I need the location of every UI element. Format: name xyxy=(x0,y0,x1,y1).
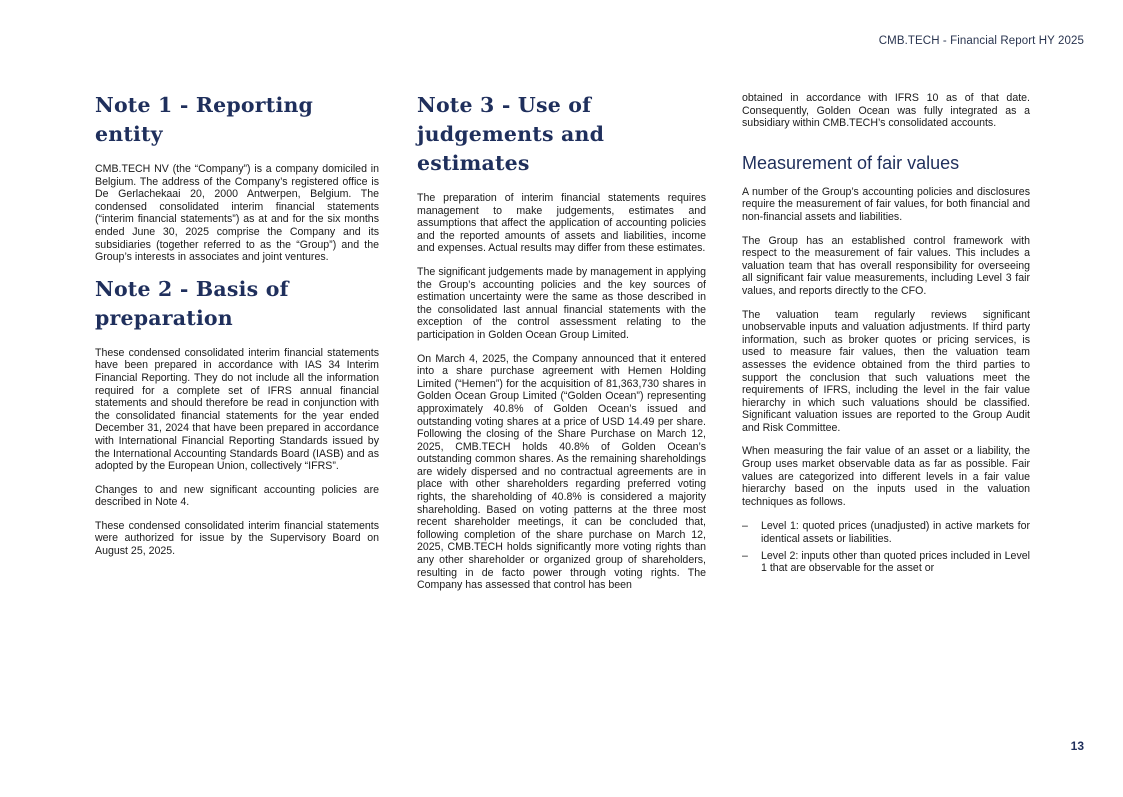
list-item-text: Level 2: inputs other than quoted prices included in Level 1 that are observable for the asset or xyxy=(761,549,1030,575)
note-3-continuation: obtained in accordance with IFRS 10 as of that date. Consequently, Golden Ocean was fully integrated as a subsidiary within CMB.TECH’s consolidated accounts. xyxy=(742,92,1030,130)
note-2-paragraph: Changes to and new significant accounting policies are described in Note 4. xyxy=(95,483,379,509)
note-2-paragraph: These condensed consolidated interim financial statements have been prepared in accordance with IAS 34 Interim Financial Reporting. They do not include all the information required for a complete set of IFRS annual financial statements and should therefore be read in conjunction with the consolidated financial statements for the year ended December 31, 2024 that have been prepared in accordance with International Financial Reporting Standards issued by the International Accounting Standards Board (IASB) and as adopted by the European Union, collectively “IFRS”. xyxy=(95,346,379,473)
fair-values-paragraph: The Group has an established control framework with respect to the measurement of fair values. This includes a valuation team that has overall responsibility for overseeing all significant fair value measurements, including Level 3 fair values, and reports directly to the CFO. xyxy=(742,234,1030,297)
fair-values-paragraph: The valuation team regularly reviews significant unobservable inputs and valuation adjustments. If third party information, such as broker quotes or pricing services, is used to measure fair values, then the valuation team assesses the evidence obtained from the third parties to support the conclusion that such valuations meet the requirements of IFRS, including the level in the fair value hierarchy in which such valuations should be classified. Significant valuation issues are reported to the Group Audit and Risk Committee. xyxy=(742,308,1030,434)
note-2-paragraph: These condensed consolidated interim financial statements were authorized for issue by the Supervisory Board on August 25, 2025. xyxy=(95,519,379,558)
list-item xyxy=(742,520,1030,545)
list-item-text: Level 1: quoted prices (unadjusted) in active markets for identical assets or liabilities. xyxy=(761,520,1030,546)
dash-bullet: – xyxy=(742,520,748,533)
note-3-title: Note 3 - Use of judgements and estimates xyxy=(417,93,605,175)
fair-values-paragraph: When measuring the fair value of an asset or a liability, the Group uses market observable data as far as possible. Fair values are categorized into different levels in a fair value hierarchy based on the inputs used in the valuation techniques as follows. xyxy=(742,445,1030,508)
column-left xyxy=(95,91,379,569)
note-1-paragraph: CMB.TECH NV (the “Company”) is a company domiciled in Belgium. The address of the Company’s registered office is De Gerlachekaai 20, 2000 Antwerpen, Belgium. The condensed consolidated interim financial statements (“interim financial statements”) as at and for the six months ended June 30, 2025 comprise the Company and its subsidiaries (together referred to as the “Group”) and the Group’s interests in associates and joint ventures. xyxy=(95,163,379,264)
note-1-title: Note 1 - Reporting entity xyxy=(95,93,314,146)
note-2-title: Note 2 - Basis of preparation xyxy=(95,276,289,330)
note-3-paragraph: On March 4, 2025, the Company announced that it entered into a share purchase agreement with Hemen Holding Limited (“Hemen”) for the acquisition of 81,363,730 shares in Golden Ocean Group Limited (“Golden Ocean”) representing approximately 40.8% of Golden Ocean’s issued and outstanding voting shares at a price of USD 14.49 per share. Following the closing of the Share Purchase on March 12, 2025, CMB.TECH holds 40.8% of Golden Ocean’s outstanding common shares. As the remaining shareholdings are widely dispersed and no contractual agreements are in place with other shareholders regarding preferred voting rights, the shareholding of 40.8% is considered a majority shareholding. Based on voting patterns at the three most recent shareholder meetings, it can be concluded that, following completion of the share purchase on March 12, 2025, CMB.TECH holds significantly more voting rights than any other shareholder or organized group of shareholders, resulting in de facto power through voting rights. The Company has assessed that control has been xyxy=(417,352,706,592)
fair-value-levels-list xyxy=(742,520,1030,574)
column-right xyxy=(742,92,1030,579)
note-3-paragraph: The significant judgements made by management in applying the Group’s accounting policies and the key sources of estimation uncertainty were the same as those described in the consolidated last annual financial statements with the exception of the control assessment relating to the participation in Golden Ocean Group Limited. xyxy=(417,265,706,341)
column-middle xyxy=(417,91,706,603)
page-number: 13 xyxy=(1070,739,1084,753)
dash-bullet: – xyxy=(742,549,748,562)
fair-values-title: Measurement of fair values xyxy=(742,152,960,173)
list-item xyxy=(742,550,1030,575)
report-header: CMB.TECH - Financial Report HY 2025 xyxy=(878,35,1084,47)
note-3-paragraph: The preparation of interim financial statements requires management to make judgements, estimates and assumptions that affect the application of accounting policies and the reported amounts of assets and liabilities, income and expenses. Actual results may differ from these estimates. xyxy=(417,192,706,255)
fair-values-paragraph: A number of the Group’s accounting policies and disclosures require the measurement of fair values, for both financial and non-financial assets and liabilities. xyxy=(742,185,1030,223)
